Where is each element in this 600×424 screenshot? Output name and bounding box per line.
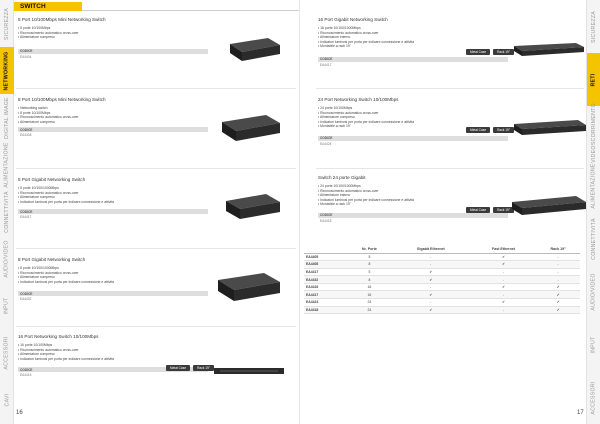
feature-item: • Riconoscimento automatico cross-over	[18, 271, 208, 276]
table-cell: ✔	[536, 283, 580, 291]
metal-case-badge: Metal Case	[466, 49, 490, 55]
code-label: CODICE	[20, 209, 33, 214]
feature-list	[318, 26, 508, 49]
switch-24-port-gigabit-image	[512, 196, 586, 216]
table-row	[304, 268, 580, 276]
product-code-cell: EA4408	[304, 261, 348, 269]
feature-item: • Alimentatore compreso	[318, 115, 508, 120]
switch-16-port-rack-image	[214, 367, 284, 375]
section-tab[interactable]	[0, 0, 14, 47]
header-rule	[82, 10, 300, 11]
table-cell: -	[391, 261, 471, 269]
section-tab-label: ACCESSORI	[4, 336, 11, 370]
table-cell: ✔	[391, 276, 471, 284]
product-title: 16 Port Gigabit Networking Switch	[318, 17, 388, 22]
feature-item: • Alimentatore compreso	[18, 275, 208, 280]
product-divider	[16, 326, 296, 327]
column-header	[304, 246, 348, 253]
feature-item: • Riconoscimento automatico cross-over	[318, 31, 508, 36]
feature-item: • Riconoscimento automatico cross-over	[18, 348, 208, 353]
section-tab-label: CAVI	[3, 393, 10, 407]
table-row	[304, 291, 580, 299]
feature-item: • 8 porte 10/100/1000Mbps	[18, 266, 208, 271]
product-title: 8 Port Gigabit Networking Switch	[18, 257, 86, 262]
feature-item: • Riconoscimento automatico cross-over	[18, 115, 208, 120]
table-cell: ✔	[391, 306, 471, 314]
feature-list	[18, 26, 208, 40]
product-code-cell: EA4405	[304, 253, 348, 261]
product-8-port-mini	[18, 97, 208, 137]
feature-list	[18, 343, 208, 361]
page-number-right: 17	[577, 410, 584, 416]
feature-list	[18, 186, 208, 204]
section-tab-label: CONNETTIVITÀ	[591, 217, 597, 260]
feature-item: • Indicatori luminosi per porta per indicare connessione e attività	[318, 40, 508, 45]
table-cell: ✔	[471, 261, 537, 269]
table-cell: 8	[348, 276, 391, 284]
product-24-port-gigabit	[318, 175, 508, 223]
table-row	[304, 306, 580, 314]
product-title: Switch 24 porte Gigabit	[318, 175, 366, 180]
table-cell: 24	[348, 299, 391, 307]
product-title: 24 Port Networking Switch 10/100Mbps	[318, 97, 399, 102]
table-cell: ✔	[536, 299, 580, 307]
table-cell: -	[391, 283, 471, 291]
feature-item: • Alimentatore compreso	[18, 352, 208, 357]
product-badges	[466, 127, 514, 133]
feature-item: • 8 porte 10/100Mbps	[18, 111, 208, 116]
section-tab-label: SICUREZZA	[591, 10, 598, 43]
table-cell: -	[471, 291, 537, 299]
product-16-port-gigabit	[318, 17, 508, 67]
table-cell: ✔	[391, 268, 471, 276]
section-tab[interactable]	[587, 102, 600, 163]
product-divider	[16, 248, 296, 249]
product-code: EA4417	[320, 62, 332, 67]
feature-item: • Alimentatore compreso	[18, 120, 208, 125]
product-divider	[316, 168, 584, 169]
feature-item: • 16 porte 10/100Mbps	[18, 343, 208, 348]
section-tab[interactable]	[0, 330, 14, 377]
column-header: Rack 19"	[536, 246, 580, 253]
table-cell: -	[536, 268, 580, 276]
switch-5-port-image	[226, 36, 282, 62]
metal-case-badge: Metal Case	[166, 365, 190, 371]
feature-item: • Alimentatore interno	[318, 193, 508, 198]
section-tab[interactable]	[587, 159, 600, 212]
product-badges	[466, 49, 514, 55]
section-tab-label: CONNETTIVITÀ	[4, 191, 10, 233]
table-header-row	[304, 246, 580, 253]
code-bar	[318, 213, 508, 218]
table-row	[304, 299, 580, 307]
section-tab[interactable]	[0, 141, 14, 188]
table-cell: ✔	[391, 291, 471, 299]
column-header: Gigabit Ethernet	[391, 246, 471, 253]
feature-item: • 16 porte 10/100/1000Mbps	[318, 26, 508, 31]
feature-item: • 5 porte 10/100Mbps	[18, 26, 208, 31]
section-tab-label: ALIMENTAZIONE	[591, 162, 597, 209]
code-label: CODICE	[20, 367, 33, 372]
code-bar	[18, 209, 208, 214]
table-cell: 8	[348, 261, 391, 269]
code-label: CODICE	[20, 49, 33, 54]
product-code-cell: EA4418	[304, 306, 348, 314]
product-code-cell: EA4417	[304, 291, 348, 299]
rack-badge: Rack 19"	[493, 207, 514, 213]
metal-case-badge: Metal Case	[466, 127, 490, 133]
table-cell: -	[536, 253, 580, 261]
feature-item: • 24 porte 10/100Mbps	[318, 106, 508, 111]
switch-16-port-gigabit-image	[514, 43, 584, 57]
switch-8-port-gigabit-image	[214, 270, 282, 302]
product-divider	[16, 88, 296, 89]
section-tab[interactable]	[0, 47, 14, 94]
product-badges	[466, 207, 514, 213]
product-code: EA4418	[320, 218, 332, 223]
table-cell: -	[471, 268, 537, 276]
section-tab-label: RETI	[591, 72, 597, 87]
rack-badge: Rack 19"	[493, 49, 514, 55]
table-cell: -	[391, 299, 471, 307]
product-code-cell: EA4424	[304, 299, 348, 307]
feature-list	[318, 106, 508, 129]
section-tab[interactable]	[587, 371, 600, 424]
table-cell: -	[471, 276, 537, 284]
code-label: CODICE	[320, 136, 333, 141]
feature-item: • Riconoscimento automatico cross-over	[318, 189, 508, 194]
table-cell: ✔	[536, 291, 580, 299]
feature-item: • Indicatori luminosi per porta per indicare connessione e attività	[18, 200, 208, 205]
code-label: CODICE	[320, 213, 333, 218]
feature-item: • Riconoscimento automatico cross-over	[318, 111, 508, 116]
table-cell: -	[536, 276, 580, 284]
rack-badge: Rack 19"	[493, 127, 514, 133]
section-tab-label: ACCESSORI	[591, 380, 598, 415]
feature-item: • Alimentatore compreso	[18, 195, 208, 200]
section-header-label: SWITCH	[20, 3, 46, 10]
table-cell: ✔	[471, 299, 537, 307]
section-tab-label: DIGITAL IMAGE	[4, 96, 11, 139]
product-code-cell: EA4416	[304, 283, 348, 291]
product-code: EA4416	[20, 373, 32, 378]
section-tab-label: ALIMENTAZIONE	[4, 142, 10, 188]
rack-badge: Rack 19"	[193, 365, 214, 371]
metal-case-badge: Metal Case	[466, 207, 490, 213]
feature-item: • Montabile a rack 19"	[318, 202, 508, 207]
code-bar	[318, 136, 508, 141]
table-cell: 5	[348, 268, 391, 276]
feature-item: • Montabile a rack 19"	[318, 124, 508, 129]
feature-item: • Networking switch	[18, 106, 208, 111]
table-cell: 5	[348, 253, 391, 261]
section-tab[interactable]	[0, 94, 14, 141]
section-tab[interactable]	[0, 188, 14, 235]
section-tab[interactable]	[587, 265, 600, 318]
feature-item: • Indicatori luminosi per porta per indicare connessione e attività	[318, 198, 508, 203]
table-cell: ✔	[471, 253, 537, 261]
feature-list	[18, 266, 208, 284]
table-row	[304, 261, 580, 269]
page-number-left: 16	[16, 410, 23, 416]
product-5-port-mini	[18, 17, 208, 59]
feature-item: • Montabile a rack 19"	[318, 44, 508, 49]
table-row	[304, 283, 580, 291]
column-header: Fast Ethernet	[471, 246, 537, 253]
feature-item: • 5 porte 10/100/1000Mbps	[18, 186, 208, 191]
product-24-port-10-100	[318, 97, 508, 146]
product-code: EA4432	[20, 297, 32, 302]
feature-item: • Indicatori luminosi per porta per indicare connessione e attività	[18, 280, 208, 285]
section-tab[interactable]	[587, 0, 600, 53]
code-bar	[318, 57, 508, 62]
section-tab-label: VIDEOSCORRIMENTO	[591, 102, 598, 163]
code-bar	[18, 291, 208, 296]
section-tab[interactable]	[0, 283, 14, 330]
right-section-rail	[586, 0, 600, 424]
section-tab[interactable]	[0, 377, 14, 424]
table-cell: ✔	[471, 283, 537, 291]
product-5-port-gigabit	[18, 177, 208, 219]
feature-list	[318, 184, 508, 207]
switch-5-port-gigabit-image	[222, 192, 282, 220]
feature-item: • Indicatori luminosi per porta per indicare connessione e attività	[318, 120, 508, 125]
section-header	[14, 2, 82, 11]
product-title: 5 Port Gigabit Networking Switch	[18, 177, 86, 182]
product-8-port-gigabit	[18, 257, 208, 301]
section-tab[interactable]	[587, 53, 600, 106]
code-label: CODICE	[20, 127, 33, 132]
product-code: EA4408	[20, 133, 32, 138]
table-cell: 24	[348, 306, 391, 314]
feature-item: • Riconoscimento automatico cross-over	[18, 31, 208, 36]
product-code-cell: EA4432	[304, 276, 348, 284]
section-tab-label: AUDIO/VIDEO	[591, 272, 597, 311]
product-code: EA4417	[20, 215, 32, 220]
product-divider	[316, 88, 584, 89]
left-section-rail	[0, 0, 14, 424]
code-label: CODICE	[20, 291, 33, 296]
section-tab[interactable]	[0, 236, 14, 283]
section-tab-label: INPUT	[591, 335, 597, 354]
table-cell: -	[471, 306, 537, 314]
product-title: 16 Port Networking Switch 10/100Mbps	[18, 334, 99, 339]
code-bar	[18, 49, 208, 54]
feature-item: • Indicatori luminosi per porta per indicare connessione e attività	[18, 357, 208, 362]
section-tab[interactable]	[587, 212, 600, 265]
product-code: EA4404	[20, 54, 32, 59]
product-divider	[16, 168, 296, 169]
section-tab-label: NETWORKING	[4, 51, 10, 91]
comparison-table	[304, 246, 580, 314]
switch-8-port-image	[218, 112, 282, 142]
section-tab[interactable]	[587, 318, 600, 371]
feature-item: • Alimentatore compreso	[18, 35, 208, 40]
table-row	[304, 253, 580, 261]
table-row	[304, 276, 580, 284]
table-cell: 16	[348, 291, 391, 299]
product-code-cell: EA4417	[304, 268, 348, 276]
switch-24-port-image	[514, 120, 586, 136]
feature-list	[18, 106, 208, 124]
feature-item: • 24 porte 10/100/1000Mbps	[318, 184, 508, 189]
feature-item: • Riconoscimento automatico cross-over	[18, 191, 208, 196]
section-tab-label: AUDIO/VIDEO	[4, 240, 10, 278]
table-cell: -	[391, 253, 471, 261]
product-title: 5 Port 10/100Mbps Mini Networking Switch	[18, 17, 106, 22]
product-code: EA4424	[320, 141, 332, 146]
section-tab-label: SICUREZZA	[4, 7, 11, 40]
product-badges	[166, 365, 214, 371]
table-cell: 16	[348, 283, 391, 291]
section-tab-label: INPUT	[4, 297, 10, 315]
table-cell: ✔	[536, 306, 580, 314]
product-title: 8 Port 10/100Mbps Mini Networking Switch	[18, 97, 106, 102]
code-bar	[18, 127, 208, 132]
code-label: CODICE	[320, 57, 333, 62]
table-cell: -	[536, 261, 580, 269]
column-header: Nr. Porte	[348, 246, 391, 253]
feature-item: • Alimentatore interno	[318, 35, 508, 40]
